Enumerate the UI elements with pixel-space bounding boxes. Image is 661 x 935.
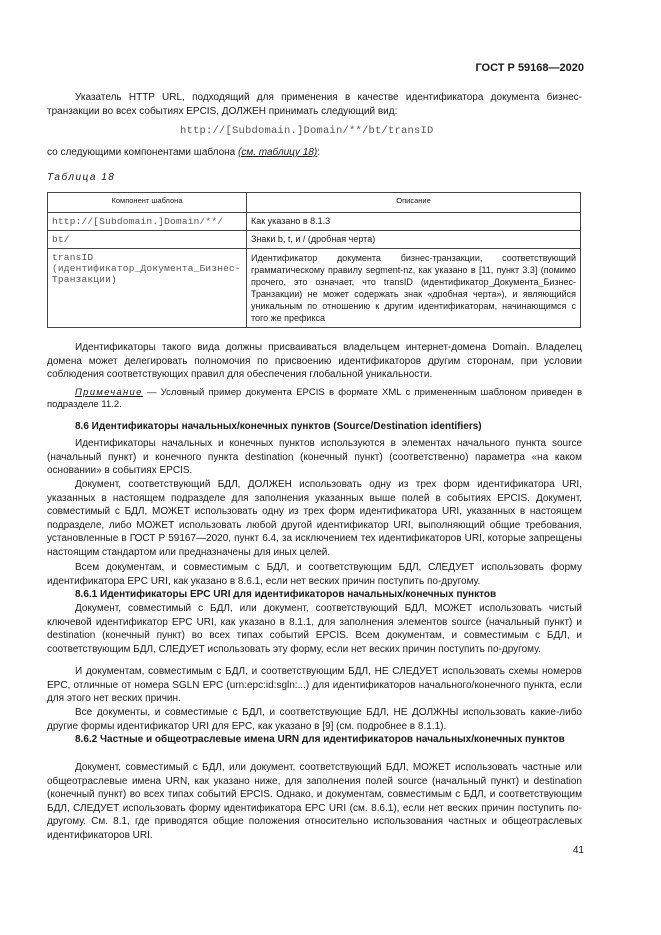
table-caption: Таблица 18 — [47, 172, 116, 183]
table-cell-component: bt/ — [48, 231, 247, 249]
components-table — [47, 192, 581, 328]
intro-paragraph: Указатель HTTP URL, подходящий для применения в качестве идентификатора документа бизнес-транзакции во всех событиях EPCIS, ДОЛЖЕН принимать следующий вид: — [47, 92, 582, 117]
section-8-6-paragraph-3: Всем документам, и совместимым с БДЛ, и соответствующим БДЛ, СЛЕДУЕТ использовать форму идентификатора EPC URI, как указано в 8.6.1, если нет веских причин поступить по-другому. — [47, 562, 582, 587]
components-paragraph — [47, 146, 582, 160]
table-header-row — [48, 193, 581, 213]
table-row — [48, 213, 581, 231]
domain-paragraph: Идентификаторы такого вида должны присваиваться владельцем интернет-домена Domain. Владелец домена может делегировать полномочия по присвоению идентификаторов другим сторонам, при условии соблюдения соответствующих правил для обеспечения глобальной уникальности. — [47, 342, 582, 380]
standard-header: ГОСТ Р 59168—2020 — [475, 62, 584, 74]
table-cell-description: Идентификатор документа бизнес-транзакции, соответствующий грамматическому правилу segment-nz, как указано в [11, пункт 3.3] (помимо прочего, это означает, что transID (идентификатор_Документа_Бизнес-Транзакции) не может содержать знак «дробная черта»), и являющийся уникальным по отношению к другим идентификаторам, начинающимся с того же префикса — [247, 249, 581, 328]
table-cell-description: Знаки b, t, и / (дробная черта) — [247, 231, 581, 249]
components-text: со следующими компонентами шаблона — [47, 147, 239, 158]
section-8-6-1-paragraph-1: Документ, совместимый с БДЛ, или документ, соответствующий БДЛ, МОЖЕТ использовать чистый ключевой идентификатор EPC URI, как указано в 8.1.1, для заполнения элементов source (начальный пункт) и destination (конечный пункт) во всех типах событий EPCIS. Всем документам, и совместимым с БДЛ, и соответствующим БДЛ, СЛЕДУЕТ использовать эту форму, если нет веских причин поступить по-другому. — [47, 603, 582, 655]
page-number: 41 — [572, 845, 584, 856]
note-text: — Условный пример документа EPCIS в формате XML с примененным шаблоном приведен в подразделе 11.2. — [47, 387, 582, 410]
note-paragraph — [47, 387, 582, 411]
table-link[interactable]: (см. таблицу 18) — [238, 147, 318, 158]
col2-header: Описание — [247, 193, 581, 213]
section-8-6-paragraph-1: Идентификаторы начальных и конечных пунктов используются в элементах начального пункта source (начальный пункт) и конечного пункта destination (конечный пункт) (соответственно) параметра «на каком основании» в событиях EPCIS. — [47, 438, 582, 476]
table-row — [48, 231, 581, 249]
section-8-6-1-paragraph-2: И документам, совместимым с БДЛ, и соответствующим БДЛ, НЕ СЛЕДУЕТ использовать схемы номеров EPC, отличные от номера SGLN EPC (urn:epc:id:sgln:...) для идентификаторов начального/конечного пункта, если для этого нет веских причин. — [47, 666, 582, 704]
table-cell-component: transID (идентификатор_Документа_Бизнес-Транзакции) — [48, 249, 247, 328]
section-8-6-1-title: 8.6.1 Идентификаторы EPC URI для идентификаторов начальных/конечных пунктов — [75, 589, 497, 600]
col1-header: Компонент шаблона — [48, 193, 247, 213]
url-template: http://[Subdomain.]Domain/**/bt/transID — [180, 125, 434, 137]
section-8-6-1-paragraph-3: Все документы, и совместимые с БДЛ, и соответствующие БДЛ, НЕ ДОЛЖНЫ использовать какие-либо другие формы идентификатор URI для EPC, как указано в [9] (см. подробнее в 8.1.1). — [47, 707, 582, 732]
section-8-6-title: 8.6 Идентификаторы начальных/конечных пунктов (Source/Destination identifiers) — [75, 421, 482, 432]
table-cell-component: http://[Subdomain.]Domain/**/ — [48, 213, 247, 231]
section-8-6-2-title: 8.6.2 Частные и общеотраслевые имена URN для идентификаторов начальных/конечных пунктов — [75, 734, 565, 745]
components-end: : — [317, 147, 321, 158]
section-8-6-2-paragraph-1: Документ, совместимый с БДЛ, или документ, соответствующий БДЛ, МОЖЕТ использовать частные или общеотраслевые имена URN, как указано ниже, для заполнения полей source (начальный пункт) и destination (конечный пункт) во всех типах событий EPCIS. Однако, и документам, совместимым с БДЛ, и соответствующим БДЛ, СЛЕДУЕТ использовать форму идентификатора EPC URI (см. 8.6.1), если нет веских причин поступить по-другому. См. 8.1, где приводятся общие положения относительно использования частных и общеотраслевых идентификаторов URI. — [47, 762, 582, 841]
section-8-6-paragraph-2: Документ, соответствующий БДЛ, ДОЛЖЕН использовать одну из трех форм идентификатора URI, указанных в настоящем подразделе для заполнения указанных выше полей в событиях EPCIS. Документ, совместимый с БДЛ, МОЖЕТ использовать одну из трех форм идентификатора URI, указанных в настоящем подразделе, либо МОЖЕТ использовать любой другой идентификатор URI, выполняющий общие требования, установленные в ГОСТ Р 59167—2020, пункт 6.4, за исключением тех идентификаторов URI, которые запрещены настоящим стандартом или предназначены для иных целей. — [47, 479, 582, 558]
table-cell-description: Как указано в 8.1.3 — [247, 213, 581, 231]
table-row — [48, 249, 581, 328]
note-label: Примечание — [75, 387, 143, 398]
